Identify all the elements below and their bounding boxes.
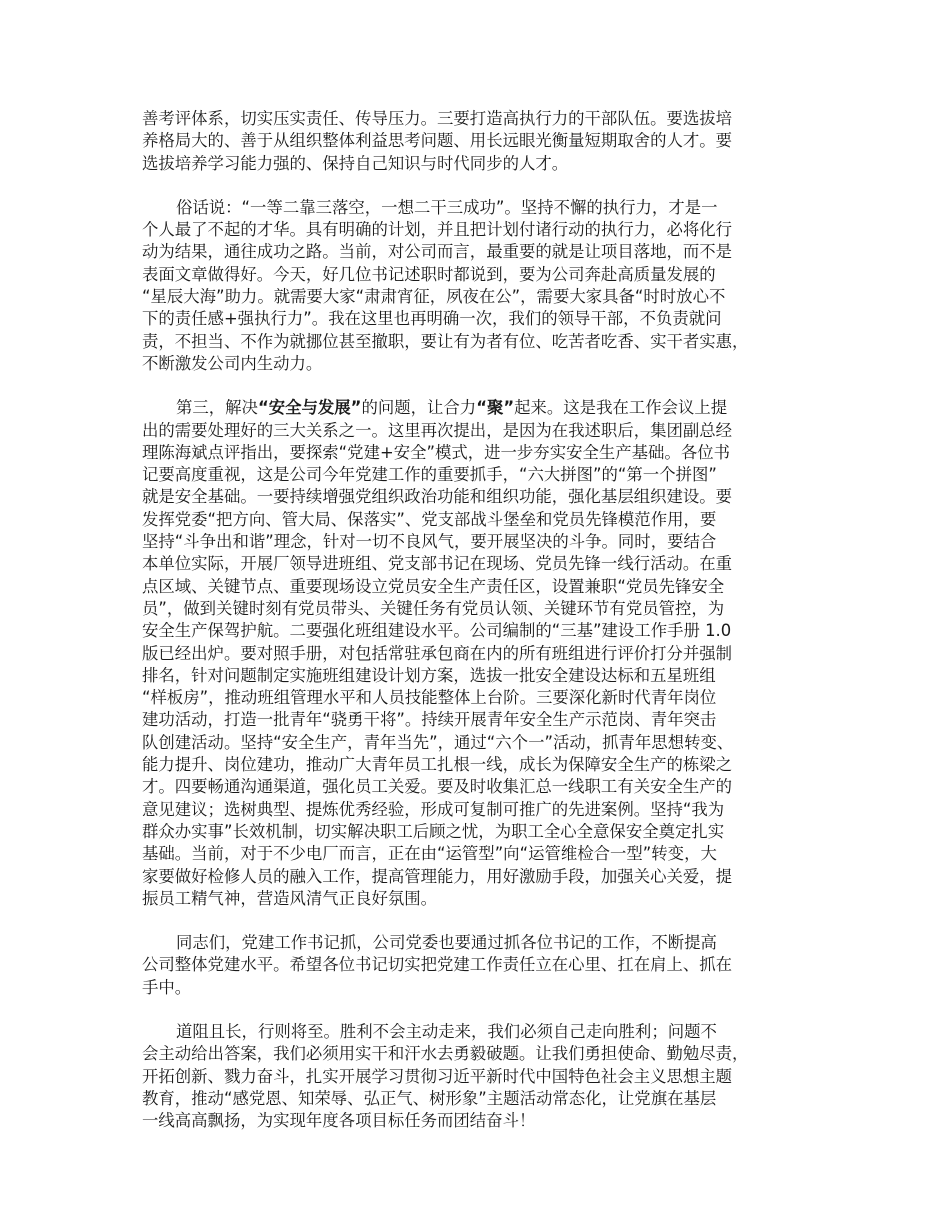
text-line: 责，不担当、不作为就挪位甚至撤职，要让有为者有位、吃苦者吃香、实干者实惠， (142, 331, 749, 351)
text-line: 振员工精气神，营造风清气正良好氛围。 (142, 888, 438, 908)
text-line: 发挥党委“把方向、管大局、保落实”、党支部战斗堡垒和党员先锋模范作用，要 (142, 509, 717, 529)
text-line: 公司整体党建水平。希望各位书记切实把党建工作责任立在心里、扛在肩上、抓在 (142, 955, 733, 975)
text-line: 会主动给出答案，我们必须用实干和汗水去勇毅破题。让我们勇担使命、勤勉尽责， (142, 1044, 749, 1064)
text-line: 基础。当前，对于不少电厂而言，正在由“运管型”向“运管维检合一型”转变，大 (142, 844, 717, 864)
text-line: 群众办实事”长效机制，切实解决职工后顾之忧，为职工全心全意保安全奠定扎实 (142, 821, 725, 841)
text-line: “星辰大海”助力。就需要大家“肃肃宵征，夙夜在公”，需要大家具备“时时放心不 (142, 287, 726, 307)
text-line: 道阻且长，行则将至。胜利不会主动走来，我们必须自己走向胜利；问题不 (176, 1021, 717, 1041)
text-line: 下的责任感+强执行力”。我在这里也再明确一次，我们的领导干部，不负责就问 (142, 309, 722, 329)
text-run: 起来。这是我在工作会议上提 (514, 398, 728, 418)
text-line: 开拓创新、戮力奋斗，扎实开展学习贯彻习近平新时代中国特色社会主义思想主题 (142, 1066, 733, 1086)
text-line: 善考评体系，切实压实责任、传导压力。三要打造高执行力的干部队伍。要选拔培 (142, 109, 733, 128)
text-line: 动为结果，通往成功之路。当前，对公司而言，最重要的就是让项目落地，而不是 (142, 242, 733, 262)
text-line: 本单位实际，开展厂领导进班组、党支部书记在现场、党员先锋一线行活动。在重 (142, 554, 733, 574)
text-line: 俗话说：“一等二靠三落空，一想二干三成功”。坚持不懈的执行力，才是一 (176, 197, 718, 217)
text-line: 记要高度重视，这是公司今年党建工作的重要抓手，“六大拼图”的“第一个拼图” (142, 465, 717, 485)
text-line: 养格局大的、善于从组织整体利益思考问题、用长远眼光衡量短期取舍的人才。要 (142, 131, 733, 151)
paragraph-1 (142, 108, 832, 175)
paragraph-4 (142, 932, 832, 999)
paragraph-5 (142, 1021, 832, 1132)
text-line: 意见建议；选树典型、提炼优秀经验，形成可复制可推广的先进案例。坚持“我为 (142, 799, 725, 819)
text-line: 出的需要处理好的三大关系之一。这里再次提出，是因为在我述职后，集团副总经 (142, 420, 733, 440)
text-line: 家要做好检修人员的融入工作，提高管理能力，用好激励手段，加强关心关爱，提 (142, 866, 733, 886)
text-line: 个人最了不起的才华。具有明确的计划，并且把计划付诸行动的执行力，必将化行 (142, 220, 733, 240)
document-page (142, 108, 832, 1154)
text-run: 第三，解决 (176, 398, 258, 418)
text-line: 理陈海斌点评指出，要探索“党建+安全”模式，进一步夯实安全生产基础。各位书 (142, 442, 730, 462)
text-line: 能力提升、岗位建功，推动广大青年员工扎根一线，成长为保障安全生产的栋梁之 (142, 755, 733, 775)
text-line: 教育，推动“感党恩、知荣辱、弘正气、树形象”主题活动常态化，让党旗在基层 (142, 1088, 717, 1108)
text-line: 才。四要畅通沟通渠道，强化员工关爱。要及时收集汇总一线职工有关安全生产的 (142, 777, 733, 797)
bold-text-run: “聚” (476, 398, 515, 418)
text-line: 一线高高飘扬，为实现年度各项目标任务而团结奋斗！ (142, 1111, 536, 1131)
text-line: 安全生产保驾护航。二要强化班组建设水平。公司编制的“三基”建设工作手册 1.0 (142, 621, 732, 641)
text-line: 手中。 (142, 977, 192, 997)
text-line: 版已经出炉。要对照手册，对包括常驻承包商在内的所有班组进行评价打分并强制 (142, 643, 733, 663)
text-line: 排名，针对问题制定实施班组建设计划方案，选拔一批安全建设达标和五星班组 (142, 665, 716, 685)
text-line: 不断激发公司内生动力。 (142, 353, 323, 373)
text-line: 坚持“斗争出和谐”理念，针对一切不良风气，要开展坚决的斗争。同时，要结合 (142, 532, 717, 552)
text-line: 员”，做到关键时刻有党员带头、关键任务有党员认领、关键环节有党员管控，为 (142, 598, 725, 618)
text-line: “样板房”，推动班组管理水平和人员技能整体上台阶。三要深化新时代青年岗位 (142, 688, 717, 708)
text-line: 表面文章做得好。今天，好几位书记述职时都说到，要为公司奔赴高质量发展的 (142, 264, 716, 284)
text-line-first (142, 397, 832, 419)
text-line: 选拔培养学习能力强的、保持自己知识与时代同步的人才。 (142, 153, 569, 173)
text-line: 同志们，党建工作书记抓，公司党委也要通过抓各位书记的工作，不断提高 (176, 933, 717, 953)
paragraph-2 (142, 197, 832, 375)
text-line: 就是安全基础。一要持续增强党组织政治功能和组织功能，强化基层组织建设。要 (142, 487, 733, 507)
paragraph-3 (142, 397, 832, 910)
text-run: 的问题，让合力 (361, 398, 477, 418)
bold-text-run: “安全与发展” (257, 398, 362, 418)
text-line: 建功活动，打造一批青年“骁勇干将”。持续开展青年安全生产示范岗、青年突击 (142, 710, 717, 730)
text-line: 点区域、关键节点、重要现场设立党员安全生产责任区，设置兼职“党员先锋安全 (142, 576, 725, 596)
text-line: 队创建活动。坚持“安全生产，青年当先”，通过“六个一”活动，抓青年思想转变、 (142, 732, 734, 752)
